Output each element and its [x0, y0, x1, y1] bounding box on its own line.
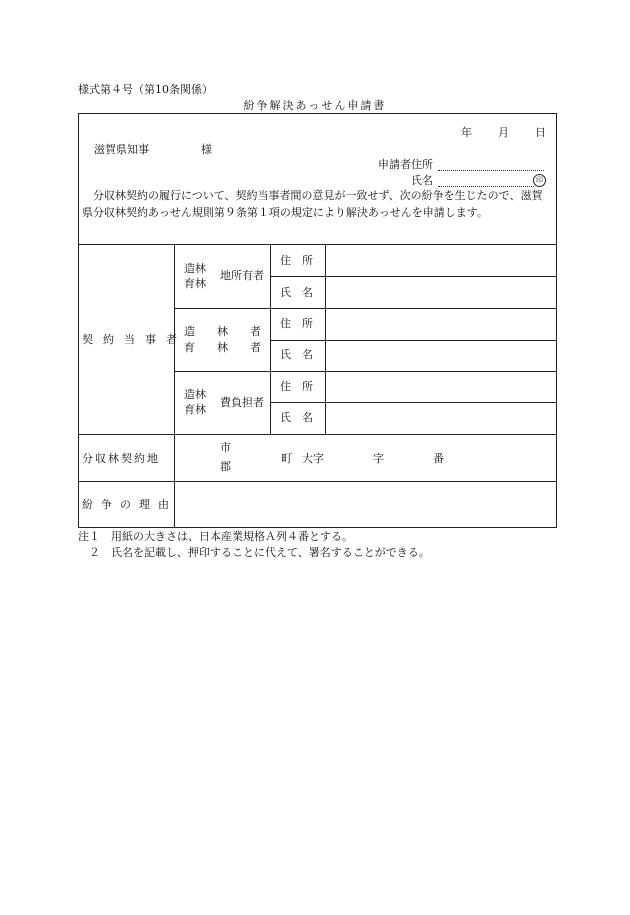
- location-aza: 字: [373, 452, 384, 465]
- party1-name-field[interactable]: [326, 277, 556, 308]
- applicant-name-label: 氏名: [411, 174, 433, 187]
- divider-role-column: [270, 244, 271, 434]
- location-label: 分収林契約地: [82, 452, 160, 465]
- location-oaza: 大字: [302, 452, 324, 465]
- party1-line2: 育林: [184, 277, 206, 290]
- party3-line1: 造林: [184, 388, 206, 401]
- honorific: 様: [201, 143, 212, 156]
- reason-field[interactable]: [175, 482, 556, 527]
- application-body-text: 分収林契約の履行について、契約当事者間の意見が一致せず、次の紛争を生じたので、滋賀県分収林契約あっせん規則第９条第１項の規定により解決あっせんを申請します。: [82, 189, 543, 219]
- date-month: 月: [498, 126, 509, 139]
- party2-name-label: 氏 名: [280, 348, 313, 361]
- party1-role: 地所有者: [220, 269, 264, 282]
- party3-line2: 育林: [184, 403, 206, 416]
- location-city: 市: [220, 441, 231, 454]
- note-1: 注１ 用紙の大きさは、日本産業規格Ａ列４番とする。: [78, 530, 353, 543]
- location-county: 郡: [220, 460, 231, 473]
- party1-address-label: 住 所: [280, 254, 313, 267]
- party1-address-field[interactable]: [326, 245, 556, 276]
- addressee: 滋賀県知事: [94, 143, 149, 156]
- applicant-name-field[interactable]: [438, 186, 534, 187]
- applicant-address-label: 申請者住所: [378, 158, 433, 171]
- party2-address-field[interactable]: [326, 309, 556, 340]
- date-day: 日: [535, 126, 546, 139]
- page-title: 紛争解決あっせん申請書: [243, 99, 387, 112]
- reason-label: 紛争の理由: [82, 498, 177, 511]
- location-town: 町: [281, 452, 292, 465]
- note-2: ２ 氏名を記載し、押印することに代えて、署名することができる。: [78, 546, 430, 559]
- seal-mark: 印: [533, 174, 546, 187]
- party3-name-field[interactable]: [326, 403, 556, 434]
- location-lot: 番: [433, 452, 444, 465]
- party2-line1: 造 林 者: [184, 325, 261, 338]
- party2-address-label: 住 所: [280, 317, 313, 330]
- party2-line2: 育 林 者: [184, 341, 261, 354]
- date-year: 年: [461, 126, 472, 139]
- party2-name-field[interactable]: [326, 341, 556, 371]
- divider-parties: [78, 434, 557, 435]
- party1-line1: 造林: [184, 262, 206, 275]
- party3-address-label: 住 所: [280, 380, 313, 393]
- party3-address-field[interactable]: [326, 372, 556, 402]
- form-number: 様式第４号（第10条関係）: [78, 83, 213, 96]
- parties-section-label: 契約当事者: [82, 333, 187, 346]
- party1-name-label: 氏 名: [280, 286, 313, 299]
- applicant-address-field[interactable]: [438, 170, 544, 171]
- party3-role: 費負担者: [220, 396, 264, 409]
- party3-name-label: 氏 名: [280, 411, 313, 424]
